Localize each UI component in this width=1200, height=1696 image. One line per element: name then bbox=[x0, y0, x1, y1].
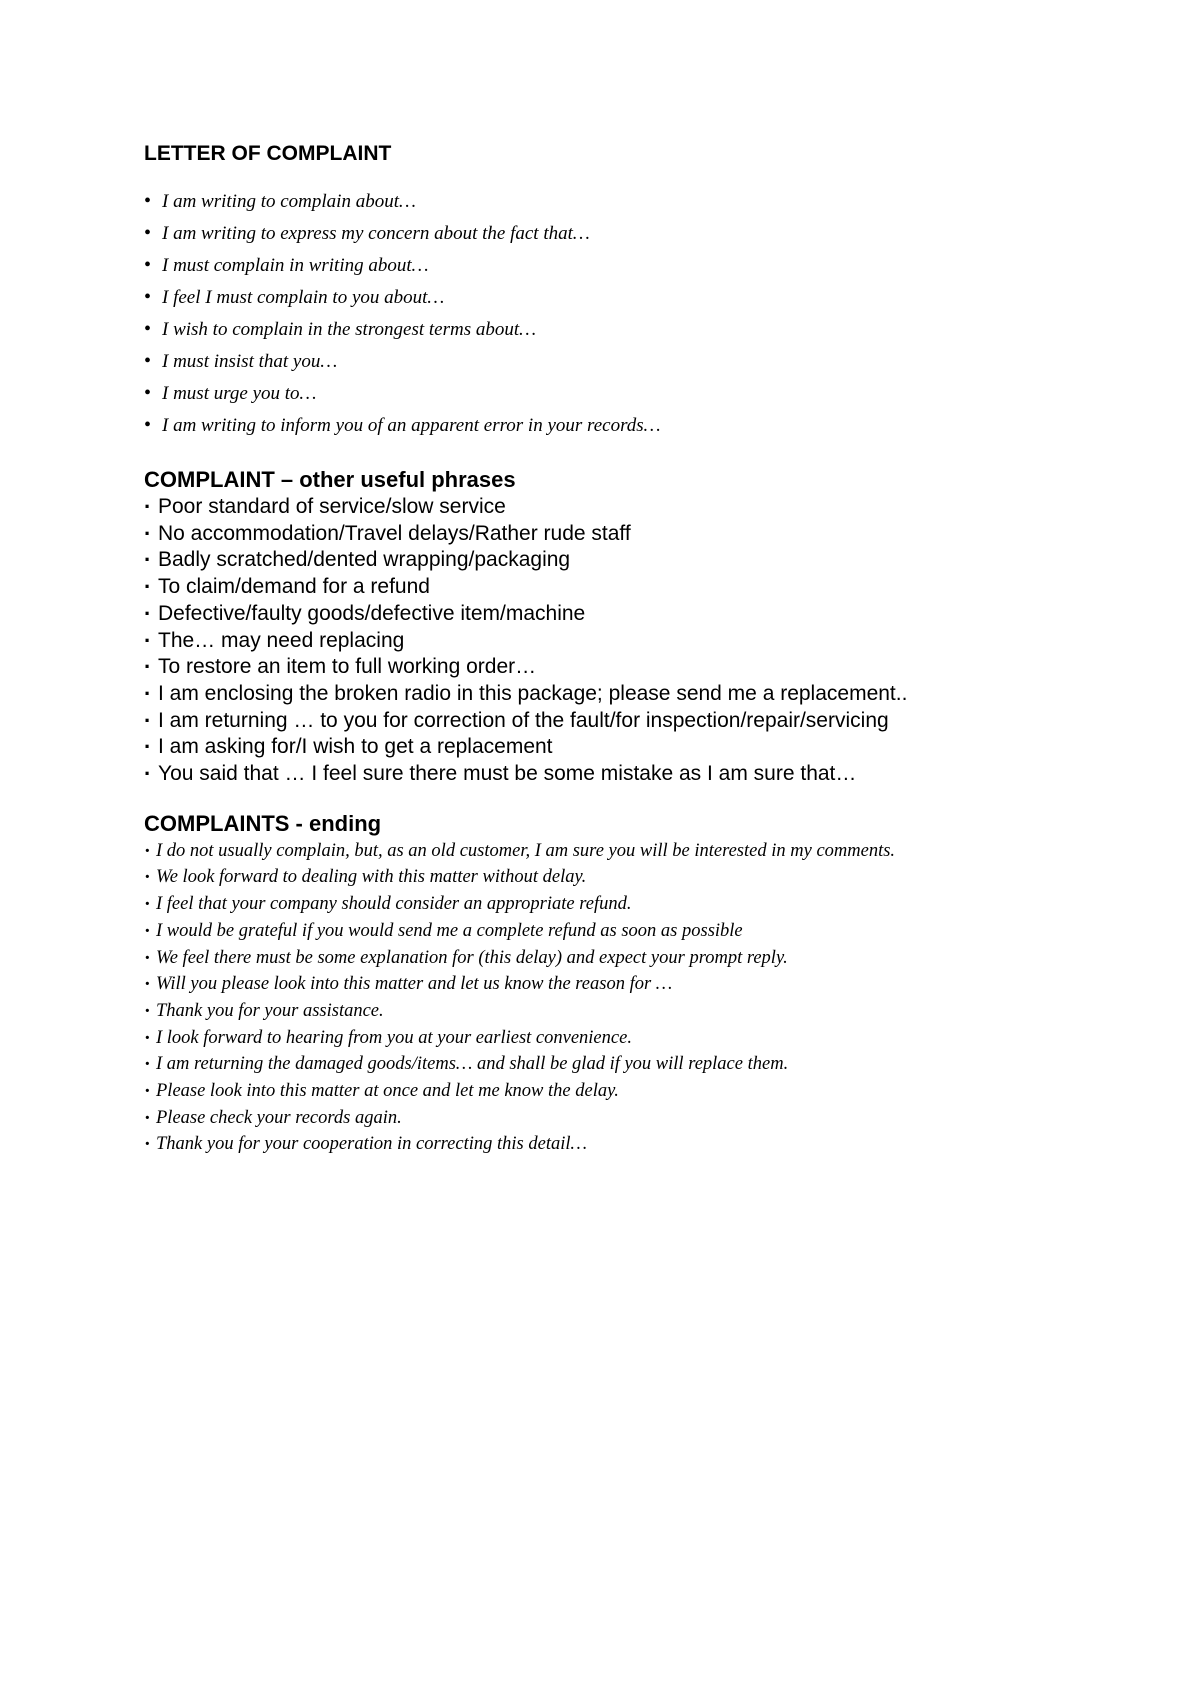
list-item: • I must urge you to… bbox=[144, 378, 1044, 410]
list-item: · We feel there must be some explanation for (this delay) and expect your prompt reply. bbox=[144, 945, 986, 972]
list-item: · Please check your records again. bbox=[144, 1105, 986, 1132]
useful-phrases-heading bbox=[144, 466, 1044, 494]
list-item: · I am returning … to you for correction of the fault/for inspection/repair/servicing bbox=[144, 708, 1044, 735]
list-item: · Will you please look into this matter and let us know the reason for … bbox=[144, 971, 986, 998]
list-item: · To restore an item to full working order… bbox=[144, 654, 1044, 681]
list-item: · I am asking for/I wish to get a replacement bbox=[144, 734, 1044, 761]
useful-phrases-heading-rest: – other useful phrases bbox=[274, 467, 516, 492]
list-item: · You said that … I feel sure there must be some mistake as I am sure that… bbox=[144, 761, 1044, 788]
list-item: • I must complain in writing about… bbox=[144, 250, 1044, 282]
list-item: · Thank you for your cooperation in correcting this detail… bbox=[144, 1131, 986, 1158]
list-item: · I am enclosing the broken radio in this package; please send me a replacement.. bbox=[144, 681, 1044, 708]
list-item: · Please look into this matter at once and let me know the delay. bbox=[144, 1078, 986, 1105]
list-item: · I would be grateful if you would send me a complete refund as soon as possible bbox=[144, 918, 986, 945]
page-title: LETTER OF COMPLAINT bbox=[144, 142, 392, 165]
document-page bbox=[144, 140, 1044, 1158]
opening-phrases-list bbox=[144, 186, 1044, 442]
list-item: • I am writing to complain about… bbox=[144, 186, 1044, 218]
list-item: · Poor standard of service/slow service bbox=[144, 494, 1044, 521]
list-item: · We look forward to dealing with this matter without delay. bbox=[144, 864, 986, 891]
list-item: • I wish to complain in the strongest terms about… bbox=[144, 314, 1044, 346]
list-item: · I am returning the damaged goods/items… and shall be glad if you will replace them. bbox=[144, 1051, 986, 1078]
ending-phrases-list bbox=[144, 838, 1044, 1158]
list-item: • I am writing to inform you of an apparent error in your records… bbox=[144, 410, 1044, 442]
useful-phrases-list bbox=[144, 494, 1044, 788]
list-item: · I feel that your company should consider an appropriate refund. bbox=[144, 891, 986, 918]
ending-heading: COMPLAINTS - ending bbox=[144, 810, 382, 836]
list-item: • I feel I must complain to you about… bbox=[144, 282, 1044, 314]
list-item: · Defective/faulty goods/defective item/machine bbox=[144, 601, 1044, 628]
list-item: · The… may need replacing bbox=[144, 628, 1044, 655]
list-item: · To claim/demand for a refund bbox=[144, 574, 1044, 601]
list-item: · Thank you for your assistance. bbox=[144, 998, 986, 1025]
list-item: · No accommodation/Travel delays/Rather rude staff bbox=[144, 521, 1044, 548]
list-item: · I look forward to hearing from you at your earliest convenience. bbox=[144, 1025, 986, 1052]
useful-phrases-heading-bold: COMPLAINT bbox=[144, 467, 275, 492]
list-item: · I do not usually complain, but, as an old customer, I am sure you will be interested in my comments. bbox=[144, 838, 986, 865]
list-item: • I am writing to express my concern about the fact that… bbox=[144, 218, 1044, 250]
list-item: • I must insist that you… bbox=[144, 346, 1044, 378]
list-item: · Badly scratched/dented wrapping/packaging bbox=[144, 547, 1044, 574]
